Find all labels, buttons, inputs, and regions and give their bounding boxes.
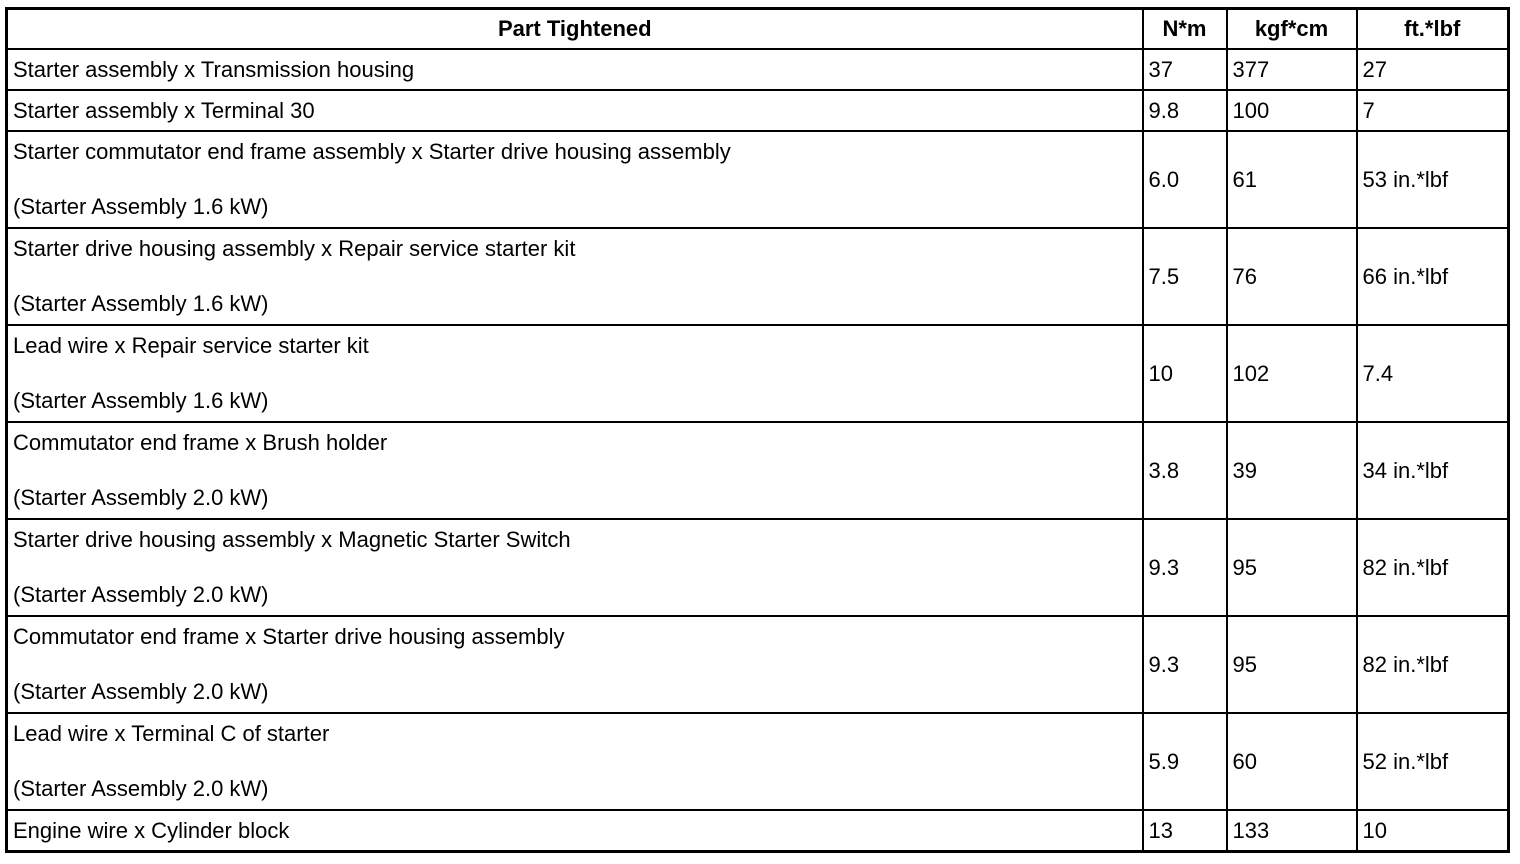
part-name: Lead wire x Terminal C of starter	[13, 721, 330, 746]
cell-ftlbf: 7	[1357, 90, 1509, 131]
part-name: Lead wire x Repair service starter kit	[13, 333, 369, 358]
table-row	[7, 616, 1509, 713]
cell-ftlbf: 52 in.*lbf	[1357, 713, 1509, 810]
table-row	[7, 422, 1509, 519]
cell-kgfcm: 377	[1227, 49, 1357, 90]
cell-part	[7, 49, 1143, 90]
cell-part	[7, 325, 1143, 422]
table-row	[7, 90, 1509, 131]
table-row	[7, 49, 1509, 90]
cell-ftlbf: 7.4	[1357, 325, 1509, 422]
cell-part	[7, 616, 1143, 713]
part-name: Starter drive housing assembly x Repair service starter kit	[13, 236, 576, 261]
cell-ftlbf: 10	[1357, 810, 1509, 852]
part-note: (Starter Assembly 2.0 kW)	[13, 679, 269, 704]
cell-nm: 9.3	[1143, 519, 1227, 616]
part-name: Starter assembly x Terminal 30	[13, 97, 315, 123]
cell-nm: 13	[1143, 810, 1227, 852]
cell-part	[7, 422, 1143, 519]
cell-kgfcm: 61	[1227, 131, 1357, 228]
part-name: Starter assembly x Transmission housing	[13, 56, 415, 82]
cell-part	[7, 713, 1143, 810]
cell-ftlbf: 82 in.*lbf	[1357, 616, 1509, 713]
cell-nm: 37	[1143, 49, 1227, 90]
table-row	[7, 325, 1509, 422]
cell-nm: 3.8	[1143, 422, 1227, 519]
cell-nm: 9.8	[1143, 90, 1227, 131]
cell-kgfcm: 76	[1227, 228, 1357, 325]
cell-ftlbf: 34 in.*lbf	[1357, 422, 1509, 519]
cell-nm: 5.9	[1143, 713, 1227, 810]
cell-part	[7, 519, 1143, 616]
cell-nm: 6.0	[1143, 131, 1227, 228]
cell-ftlbf: 27	[1357, 49, 1509, 90]
cell-part	[7, 810, 1143, 852]
table-row	[7, 713, 1509, 810]
torque-specification-table	[5, 7, 1510, 853]
header-ftlbf: ft.*lbf	[1357, 9, 1509, 50]
cell-ftlbf: 82 in.*lbf	[1357, 519, 1509, 616]
part-name: Commutator end frame x Brush holder	[13, 430, 388, 455]
cell-kgfcm: 133	[1227, 810, 1357, 852]
cell-kgfcm: 102	[1227, 325, 1357, 422]
cell-part	[7, 90, 1143, 131]
table-row	[7, 810, 1509, 852]
cell-ftlbf: 53 in.*lbf	[1357, 131, 1509, 228]
part-name: Commutator end frame x Starter drive housing assembly	[13, 624, 565, 649]
cell-nm: 7.5	[1143, 228, 1227, 325]
cell-part	[7, 228, 1143, 325]
cell-nm: 9.3	[1143, 616, 1227, 713]
cell-kgfcm: 60	[1227, 713, 1357, 810]
part-note: (Starter Assembly 2.0 kW)	[13, 776, 269, 801]
part-name: Starter drive housing assembly x Magnetic Starter Switch	[13, 527, 571, 552]
part-note: (Starter Assembly 1.6 kW)	[13, 388, 269, 413]
part-note: (Starter Assembly 2.0 kW)	[13, 485, 269, 510]
part-name: Starter commutator end frame assembly x Starter drive housing assembly	[13, 139, 731, 164]
part-note: (Starter Assembly 1.6 kW)	[13, 194, 269, 219]
cell-kgfcm: 39	[1227, 422, 1357, 519]
header-part-tightened: Part Tightened	[7, 9, 1143, 50]
cell-ftlbf: 66 in.*lbf	[1357, 228, 1509, 325]
table-row	[7, 228, 1509, 325]
header-kgfcm: kgf*cm	[1227, 9, 1357, 50]
part-note: (Starter Assembly 1.6 kW)	[13, 291, 269, 316]
table-row	[7, 519, 1509, 616]
table-row	[7, 131, 1509, 228]
cell-kgfcm: 95	[1227, 616, 1357, 713]
table-header-row	[7, 9, 1509, 50]
cell-nm: 10	[1143, 325, 1227, 422]
cell-kgfcm: 95	[1227, 519, 1357, 616]
part-name: Engine wire x Cylinder block	[13, 817, 290, 843]
cell-part	[7, 131, 1143, 228]
part-note: (Starter Assembly 2.0 kW)	[13, 582, 269, 607]
cell-kgfcm: 100	[1227, 90, 1357, 131]
header-nm: N*m	[1143, 9, 1227, 50]
